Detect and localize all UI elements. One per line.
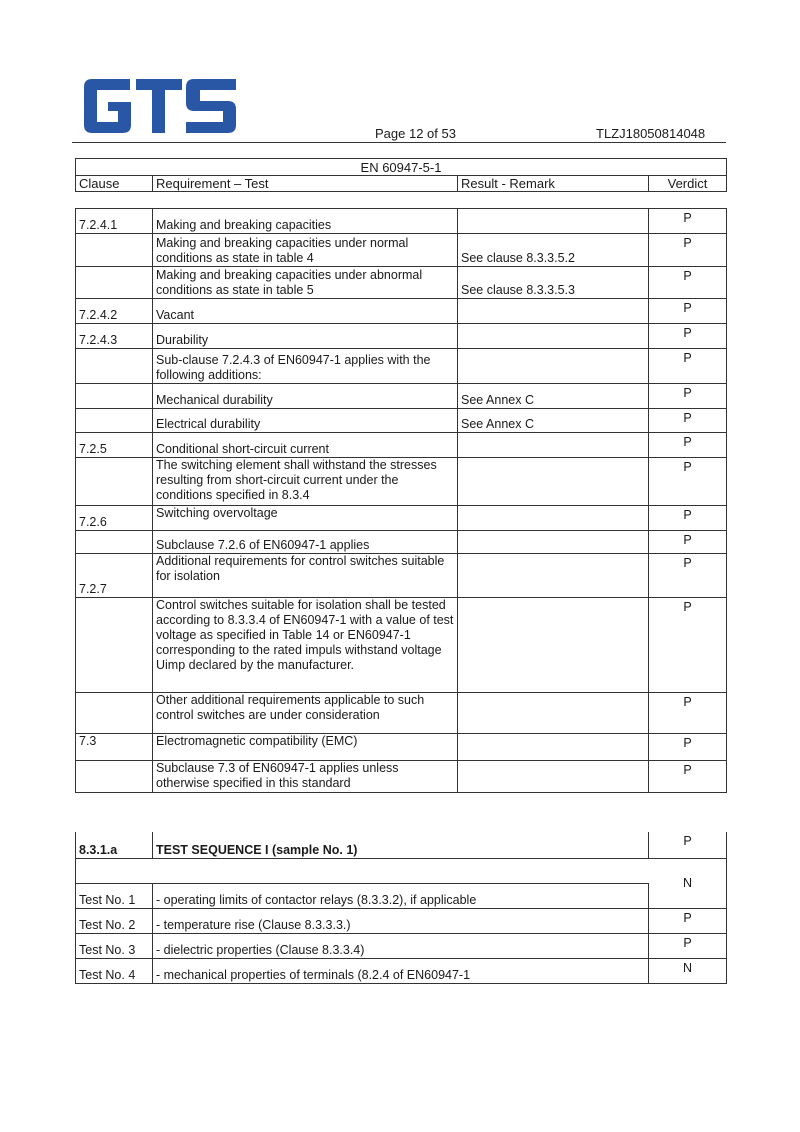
result-cell — [458, 554, 649, 598]
verdict-cell: P — [649, 506, 727, 531]
verdict-cell: P — [649, 324, 727, 349]
requirement-cell: Electrical durability — [153, 409, 458, 433]
clause-cell — [76, 531, 153, 554]
clause-cell — [76, 384, 153, 409]
test-2-no: Test No. 2 — [76, 908, 153, 933]
page-number: Page 12 of 53 — [375, 126, 456, 141]
requirement-cell: Electromagnetic compatibility (EMC) — [153, 734, 458, 761]
requirement-cell: Additional requirements for control switches suitable for isolation — [153, 554, 458, 598]
requirement-cell: Durability — [153, 324, 458, 349]
requirement-cell: Other additional requirements applicable to such control switches are under consideration — [153, 693, 458, 734]
verdict-cell: P — [649, 349, 727, 384]
verdict-cell: P — [649, 761, 727, 793]
requirement-cell: Subclause 7.3 of EN60947-1 applies unless otherwise specified in this standard — [153, 761, 458, 793]
table-row — [76, 531, 727, 554]
clause-cell — [76, 761, 153, 793]
clause-cell: 7.2.4.2 — [76, 299, 153, 324]
test-4-no: Test No. 4 — [76, 958, 153, 983]
verdict-cell: P — [649, 458, 727, 506]
requirement-cell: Making and breaking capacities — [153, 209, 458, 234]
result-cell — [458, 531, 649, 554]
result-cell: See Annex C — [458, 384, 649, 409]
clause-cell: 7.2.5 — [76, 433, 153, 458]
clause-cell — [76, 693, 153, 734]
standard-title: EN 60947-5-1 — [76, 159, 727, 176]
requirement-cell: Making and breaking capacities under normal conditions as state in table 4 — [153, 234, 458, 267]
clause-cell — [76, 458, 153, 506]
verdict-cell: P — [649, 234, 727, 267]
result-cell: See clause 8.3.3.5.3 — [458, 267, 649, 299]
clause-cell: 7.2.4.3 — [76, 324, 153, 349]
table-row — [76, 384, 727, 409]
verdict-cell: P — [649, 734, 727, 761]
sequence-spacer — [76, 858, 649, 883]
result-cell: See Annex C — [458, 409, 649, 433]
table-row — [76, 506, 727, 531]
verdict-cell: P — [649, 554, 727, 598]
logo-letters — [84, 79, 236, 133]
sequence-clause: 8.3.1.a — [76, 832, 153, 858]
gts-logo — [84, 79, 236, 133]
clause-table — [75, 208, 727, 793]
header-rule — [72, 142, 726, 143]
requirement-cell: Sub-clause 7.2.4.3 of EN60947-1 applies with the following additions: — [153, 349, 458, 384]
table-row — [76, 234, 727, 267]
requirement-cell: Subclause 7.2.6 of EN60947-1 applies — [153, 531, 458, 554]
table-row — [76, 324, 727, 349]
clause-cell — [76, 234, 153, 267]
table-header — [75, 158, 727, 192]
requirement-cell: Switching overvoltage — [153, 506, 458, 531]
test-4-verdict: N — [649, 958, 727, 983]
result-cell — [458, 324, 649, 349]
result-cell — [458, 349, 649, 384]
clause-cell — [76, 267, 153, 299]
verdict-cell: P — [649, 209, 727, 234]
test-1-no: Test No. 1 — [76, 883, 153, 908]
requirement-cell: Control switches suitable for isolation shall be tested according to 8.3.3.4 of EN60947-1 with a value of test voltage as specified in Table 14 or EN60947-1 corresponding to the rated impuls withstand voltage Uimp declared by the manufacturer. — [153, 598, 458, 693]
table-row — [76, 761, 727, 793]
verdict-cell: P — [649, 384, 727, 409]
table-row — [76, 598, 727, 693]
test-2-verdict: P — [649, 908, 727, 933]
verdict-cell: P — [649, 531, 727, 554]
verdict-cell: P — [649, 693, 727, 734]
requirement-cell: The switching element shall withstand the stresses resulting from short-circuit current under the conditions specified in 8.3.4 — [153, 458, 458, 506]
verdict-cell: P — [649, 598, 727, 693]
test-4-desc: - mechanical properties of terminals (8.2.4 of EN60947-1 — [153, 958, 649, 983]
verdict-cell: P — [649, 433, 727, 458]
table-row — [76, 693, 727, 734]
requirement-cell: Conditional short-circuit current — [153, 433, 458, 458]
column-header-requirement: Requirement – Test — [153, 176, 458, 192]
table-row — [76, 458, 727, 506]
test-3-verdict: P — [649, 933, 727, 958]
test-1-desc: - operating limits of contactor relays (8.3.3.2), if applicable — [153, 883, 649, 908]
table-row — [76, 349, 727, 384]
result-cell — [458, 506, 649, 531]
test-3-desc: - dielectric properties (Clause 8.3.3.4) — [153, 933, 649, 958]
result-cell — [458, 433, 649, 458]
result-cell — [458, 761, 649, 793]
report-id: TLZJ18050814048 — [596, 126, 706, 141]
table-row — [76, 554, 727, 598]
result-cell — [458, 299, 649, 324]
requirement-cell: Making and breaking capacities under abnormal conditions as state in table 5 — [153, 267, 458, 299]
result-cell: See clause 8.3.3.5.2 — [458, 234, 649, 267]
test-2-desc: - temperature rise (Clause 8.3.3.3.) — [153, 908, 649, 933]
test-sequence-table — [75, 832, 727, 984]
clause-cell — [76, 349, 153, 384]
result-cell — [458, 458, 649, 506]
verdict-cell: P — [649, 409, 727, 433]
clause-cell — [76, 598, 153, 693]
clause-cell: 7.3 — [76, 734, 153, 761]
result-cell — [458, 598, 649, 693]
result-cell — [458, 693, 649, 734]
column-header-clause: Clause — [76, 176, 153, 192]
column-header-verdict: Verdict — [649, 176, 727, 192]
test-3-no: Test No. 3 — [76, 933, 153, 958]
clause-cell: 7.2.6 — [76, 506, 153, 531]
requirement-cell: Mechanical durability — [153, 384, 458, 409]
clause-cell — [76, 409, 153, 433]
result-cell — [458, 734, 649, 761]
table-row — [76, 433, 727, 458]
table-row — [76, 209, 727, 234]
verdict-cell: P — [649, 267, 727, 299]
table-row — [76, 299, 727, 324]
clause-cell: 7.2.4.1 — [76, 209, 153, 234]
table-row — [76, 734, 727, 761]
sequence-title: TEST SEQUENCE I (sample No. 1) — [153, 832, 649, 858]
test-1-verdict: N — [649, 858, 727, 908]
requirement-cell: Vacant — [153, 299, 458, 324]
table-row — [76, 409, 727, 433]
sequence-verdict: P — [649, 832, 727, 858]
table-row — [76, 267, 727, 299]
verdict-cell: P — [649, 299, 727, 324]
clause-cell: 7.2.7 — [76, 554, 153, 598]
result-cell — [458, 209, 649, 234]
column-header-result: Result - Remark — [458, 176, 649, 192]
